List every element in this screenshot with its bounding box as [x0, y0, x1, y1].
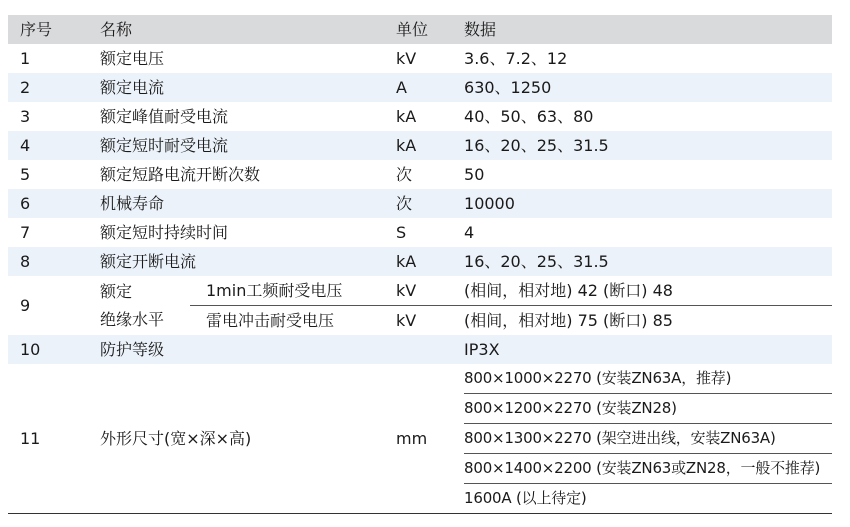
row-name: 额定电流: [88, 73, 396, 102]
row-unit: kV: [396, 311, 417, 330]
table-row: [8, 247, 832, 276]
row-name: 额定峰值耐受电流: [100, 107, 229, 126]
table-row: [8, 218, 832, 247]
row-data: (相间，相对地) 42 (断口) 48: [464, 276, 832, 306]
row-no: 7: [20, 223, 31, 242]
row-name-line1: 额定: [100, 281, 133, 301]
row-no: 2: [8, 73, 88, 102]
row-subname: 1min工频耐受电压: [190, 276, 396, 306]
row-name: 额定短时持续时间: [100, 223, 229, 242]
row-unit: S: [396, 223, 407, 242]
table-row: [8, 335, 832, 364]
row-name: 额定短路电流开断次数: [100, 165, 261, 184]
row-no: 11: [8, 364, 88, 514]
row-no: 5: [20, 165, 31, 184]
row-name-line2: 绝缘水平: [100, 309, 165, 329]
table-row: [8, 160, 832, 189]
table-row: [8, 102, 832, 131]
table-row: [8, 189, 832, 218]
row-unit: mm: [396, 364, 464, 514]
row-unit: 次: [396, 165, 413, 184]
header-no: 序号: [8, 15, 88, 44]
row-no: 9: [20, 296, 31, 315]
row-name-insulation: [88, 276, 190, 335]
row-no: 6: [8, 189, 88, 218]
header-data: 数据: [464, 15, 832, 44]
row-no: 1: [20, 49, 31, 68]
row-data: 1600A (以上待定): [464, 484, 832, 514]
row-name: 外形尺寸(宽×深×高): [88, 364, 396, 514]
row-data: 800×1300×2270 (架空进出线，安装ZN63A): [464, 424, 832, 454]
row-name: 机械寿命: [88, 189, 396, 218]
header-unit: 单位: [396, 15, 464, 44]
table-row: [8, 73, 832, 102]
row-data: 40、50、63、80: [464, 107, 594, 126]
row-name: 额定开断电流: [88, 247, 396, 276]
row-name: 防护等级: [88, 335, 396, 364]
row-data: 50: [464, 165, 485, 184]
row-data: 3.6、7.2、12: [464, 49, 568, 68]
row-data: IP3X: [464, 335, 832, 364]
row-no: 4: [8, 131, 88, 160]
row-data: 800×1400×2200 (安装ZN63或ZN28，一般不推荐): [464, 454, 832, 484]
header-name: 名称: [88, 15, 396, 44]
row-data: 4: [464, 223, 475, 242]
row-data: 16、20、25、31.5: [464, 247, 832, 276]
row-name: 额定短时耐受电流: [88, 131, 396, 160]
spec-table-container: [8, 15, 832, 514]
spec-table: [8, 15, 832, 514]
row-unit: kV: [396, 49, 417, 68]
row-unit: kA: [396, 107, 417, 126]
row-unit: [396, 335, 464, 364]
table-row: [8, 44, 832, 73]
row-name: 额定电压: [100, 49, 165, 68]
row-data: 800×1000×2270 (安装ZN63A，推荐): [464, 364, 832, 394]
row-data: 10000: [464, 189, 832, 218]
row-unit: kA: [396, 247, 464, 276]
table-header: [8, 15, 832, 44]
row-data: 800×1200×2270 (安装ZN28): [464, 394, 832, 424]
table-row-dimensions-1: [8, 364, 832, 394]
row-unit: 次: [396, 189, 464, 218]
row-data: 630、1250: [464, 73, 832, 102]
row-no: 10: [8, 335, 88, 364]
row-no: 3: [20, 107, 31, 126]
row-unit: kV: [396, 276, 464, 306]
row-subname: 雷电冲击耐受电压: [206, 311, 335, 330]
row-data: 16、20、25、31.5: [464, 131, 832, 160]
row-data: (相间，相对地) 75 (断口) 85: [464, 311, 673, 330]
row-unit: kA: [396, 131, 464, 160]
table-row: [8, 131, 832, 160]
row-no: 8: [8, 247, 88, 276]
row-unit: A: [396, 73, 464, 102]
table-row-insulation-1: [8, 276, 832, 306]
